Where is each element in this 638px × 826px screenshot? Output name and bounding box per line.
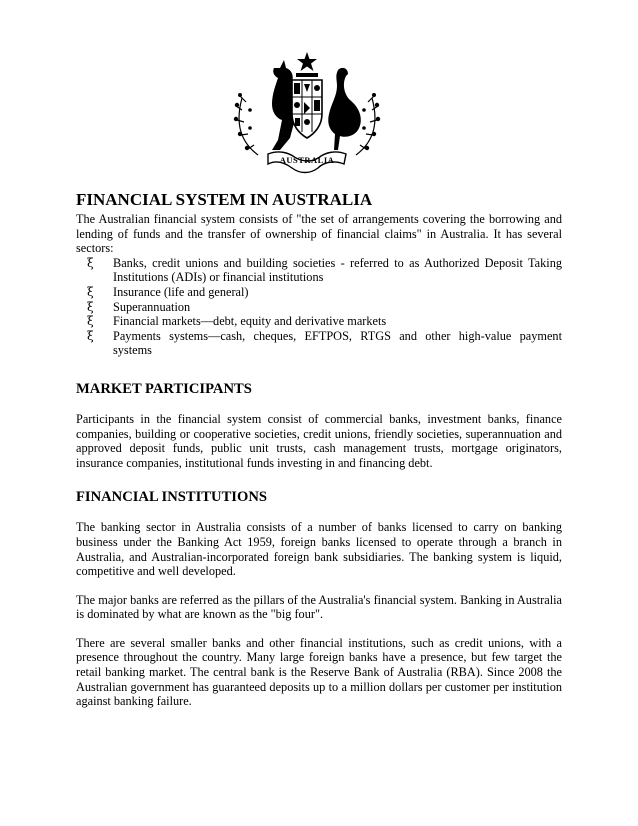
financial-institutions-paragraph-3: There are several smaller banks and other financial institutions, such as credit unions, with a presence throughout the country. Many large foreign banks have a presence, but few target the retail banking market. The central bank is the Reserve Bank of Australia (RBA). Since 2008 the Australian government has guaranteed deposits up to a million dollars per customer per institution against banking failure. (76, 635, 562, 709)
financial-institutions-paragraph-2: The major banks are referred as the pillars of the Australia's financial system. Banking in Australia is dominated by what are known as the "big four". (76, 592, 562, 622)
list-item: ξ Financial markets—debt, equity and derivative markets (87, 314, 387, 329)
bullet-icon: ξ (87, 314, 94, 329)
bullet-icon: ξ (87, 328, 94, 343)
list-item: ξ Insurance (life and general) (87, 284, 249, 299)
shield (292, 80, 322, 138)
australia-banner (268, 152, 346, 173)
bullet-icon: ξ (87, 255, 94, 270)
bullet-icon: ξ (87, 284, 94, 299)
emu-figure (328, 68, 361, 150)
financial-institutions-paragraph-1: The banking sector in Australia consists of a number of banks licensed to carry on banking business under the Banking Act 1959, foreign banks licensed to operate through a branch in Australia, and Australian-incorporated foreign bank subsidiaries. The banking system is liquid, competitive and well developed. (76, 520, 562, 579)
page-title: FINANCIAL SYSTEM IN AUSTRALIA (76, 190, 373, 209)
coat-of-arms-emblem (228, 50, 386, 178)
list-item: ξ Superannuation (87, 299, 191, 314)
market-participants-paragraph: Participants in the financial system consist of commercial banks, investment banks, finance companies, building or cooperative societies, credit unions, friendly societies, superannuation and approved deposit funds, public unit trusts, cash management trusts, mortgage originators, insurance companies, institutional funds investing in and financing debt. (76, 411, 562, 470)
financial-institutions-heading: FINANCIAL INSTITUTIONS (76, 489, 267, 506)
intro-paragraph: The Australian financial system consists of "the set of arrangements covering the borrowing and lending of funds and the transfer of ownership of financial claims" in Australia. It has several sectors: (76, 212, 562, 256)
list-item: ξ Payments systems—cash, cheques, EFTPOS, RTGS and other high-value payment systems (87, 328, 562, 358)
list-item: ξ Banks, credit unions and building societies - referred to as Authorized Deposit Taking Institutions (ADIs) or financial institutions (87, 255, 562, 285)
bullet-icon: ξ (87, 299, 94, 314)
star-of-federation (297, 52, 317, 71)
market-participants-heading: MARKET PARTICIPANTS (76, 380, 252, 397)
document-body (76, 190, 562, 709)
banner-text: AUSTRALIA (279, 155, 335, 165)
sectors-list (76, 256, 562, 358)
